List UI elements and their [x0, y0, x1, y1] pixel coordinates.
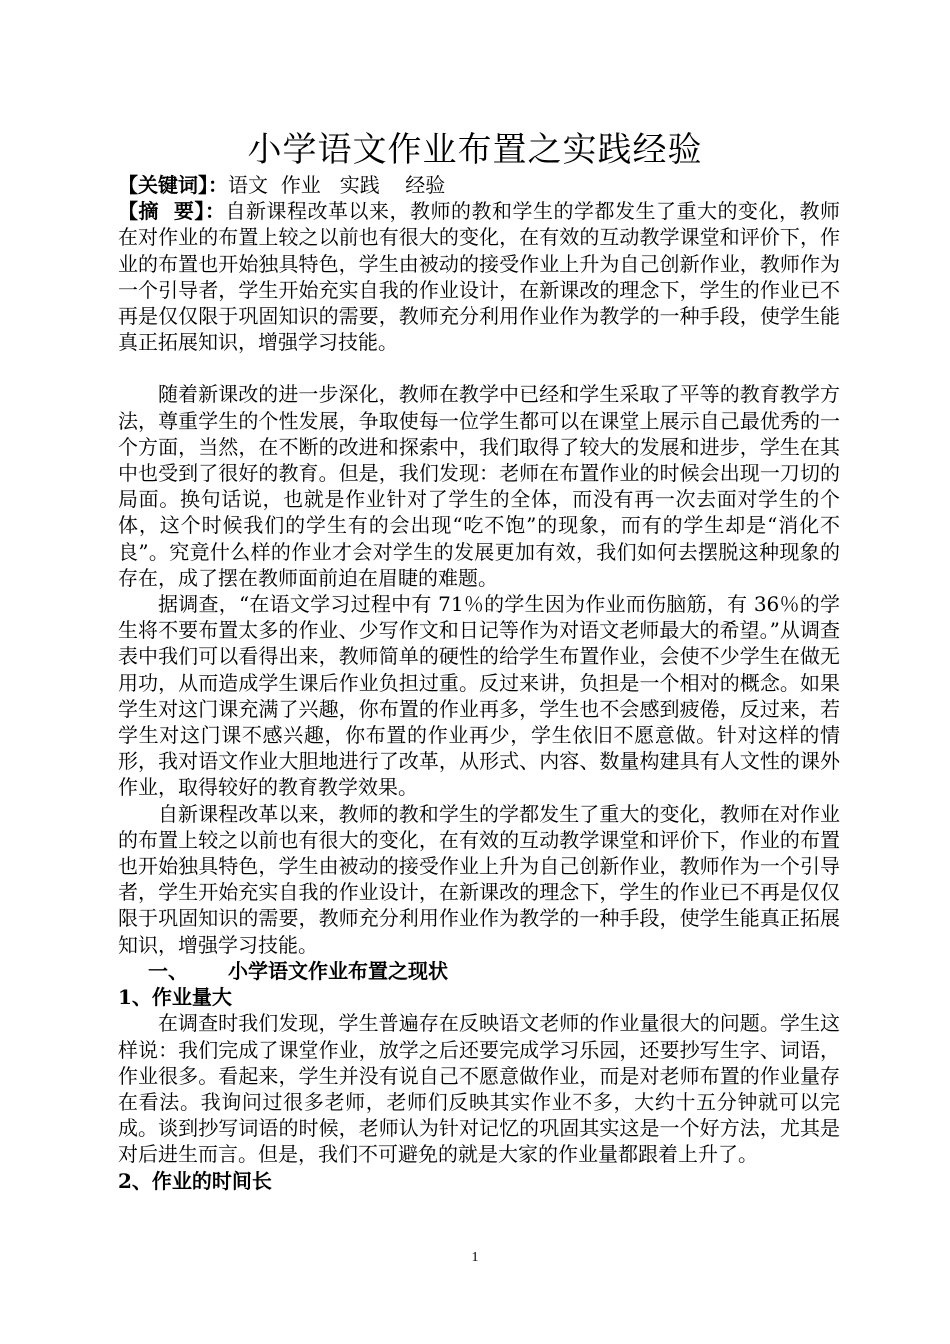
section-heading-1	[118, 958, 840, 984]
body-paragraph-1: 随着新课改的进一步深化，教师在教学中已经和学生采取了平等的教育教学方法，尊重学生的个性发展，争取使每一位学生都可以在课堂上展示自己最优秀的一个方面，当然，在不断的改进和探索中，我们取得了较大的发展和进步，学生在其中也受到了很好的教育。但是，我们发现：老师在布置作业的时候会出现一刀切的局面。换句话说，也就是作业针对了学生的全体，而没有再一次去面对学生的个体，这个时候我们的学生有的会出现“吃不饱”的现象，而有的学生却是“消化不良”。究竟什么样的作业才会对学生的发展更加有效，我们如何去摆脱这种现象的存在，成了摆在教师面前迫在眉睫的难题。	[118, 382, 840, 590]
document-body	[118, 172, 840, 1194]
keywords-separator: ：	[208, 173, 228, 197]
section-title: 小学语文作业布置之现状	[228, 958, 448, 983]
abstract-paragraph	[118, 198, 840, 355]
body-paragraph-3: 自新课程改革以来，教师的教和学生的学都发生了重大的变化，教师在对作业的布置上较之以前也有很大的变化，在有效的互动教学课堂和评价下，作业的布置也开始独具特色，学生由被动的接受作业上升为自己创新作业，教师作为一个引导者，学生开始充实自我的作业设计，在新课改的理念下，学生的作业已不再是仅仅限于巩固知识的需要，教师充分利用作业作为教学的一种手段，使学生能真正拓展知识，增强学习技能。	[118, 801, 840, 957]
abstract-text: 自新课程改革以来，教师的教和学生的学都发生了重大的变化，教师在对作业的布置上较之以前也有很大的变化，在有效的互动教学课堂和评价下，作业的布置也开始独具特色，学生由被动的接受作业上升为自己创新作业，教师作为一个引导者，学生开始充实自我的作业设计，在新课改的理念下，学生的作业已不再是仅仅限于巩固知识的需要，教师充分利用作业作为教学的一种手段，使学生能真正拓展知识，增强学习技能。	[118, 199, 841, 355]
subsection-heading-2: 2、作业的时间长	[118, 1168, 272, 1193]
page-number: 1	[471, 1250, 479, 1265]
subsection-paragraph-1: 在调查时我们发现，学生普遍存在反映语文老师的作业量很大的问题。学生这样说：我们完成了课堂作业，放学之后还要完成学习乐园，还要抄写生字、词语，作业很多。看起来，学生并没有说自己不愿意做作业，而是对老师布置的作业量存在看法。我询问过很多老师，老师们反映其实作业不多，大约十五分钟就可以完成。谈到抄写词语的时候，老师认为针对记忆的巩固其实这是一个好方法，尤其是对后进生而言。但是，我们不可避免的就是大家的作业量都跟着上升了。	[118, 1011, 840, 1167]
document-title: 小学语文作业布置之实践经验	[247, 130, 703, 170]
abstract-separator: ：	[204, 199, 226, 224]
keywords-label: 【关键词】	[118, 173, 208, 197]
body-paragraph-2: 据调查，“在语文学习过程中有 71％的学生因为作业而伤脑筋，有 36％的学生将不要布置太多的作业、少写作文和日记等作为对语文老师最大的希望。”从调查表中我们可以看得出来，教师简单的硬性的给学生布置作业，会使不少学生在做无用功，从而造成学生课后作业负担过重。反过来讲，负担是一个相对的概念。如果学生对这门课充满了兴趣，你布置的作业再多，学生也不会感到疲倦，反过来，若学生对这门课不感兴趣，你布置的作业再少，学生依旧不愿意做。针对这样的情形，我对语文作业大胆地进行了改革，从形式、内容、数量构建具有人文性的课外作业，取得较好的教育教学效果。	[118, 592, 840, 800]
section-number: 一、	[148, 958, 188, 983]
subsection-heading-1: 1、作业量大	[118, 985, 232, 1010]
blank-line	[118, 355, 840, 381]
keywords-line	[118, 172, 840, 198]
keywords-text: 语文 作业 实践 经验	[228, 173, 446, 197]
abstract-label: 【摘 要】	[118, 199, 205, 224]
